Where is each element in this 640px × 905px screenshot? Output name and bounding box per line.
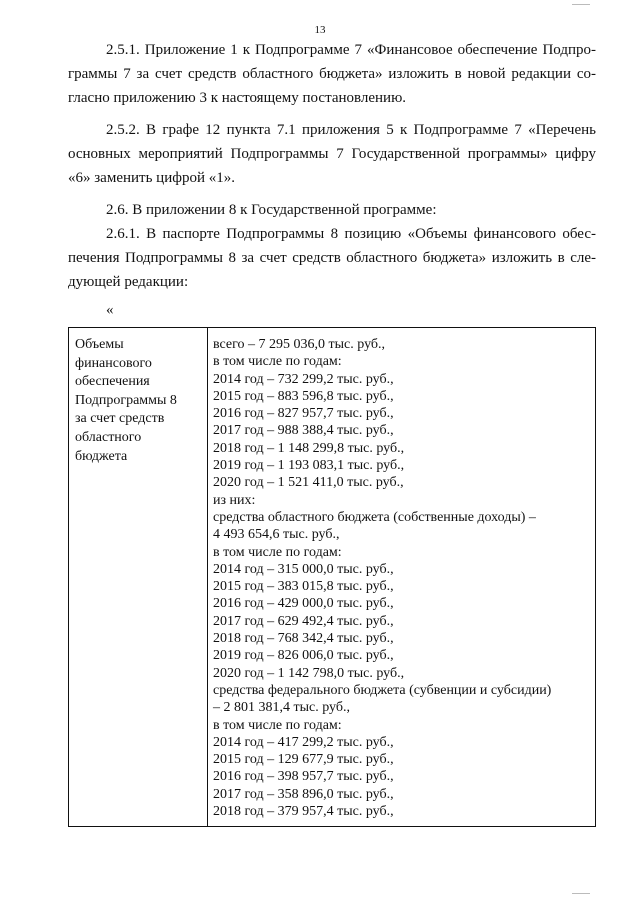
table-text-line: 2019 год – 1 193 083,1 тыс. руб.,	[213, 458, 405, 474]
table-text-line: средства федерального бюджета (субвенции и субсидии)	[213, 682, 552, 698]
table-text-line: финансового	[75, 355, 152, 371]
table-text-line: средства областного бюджета (собственные доходы) –	[213, 509, 536, 525]
table-text-line: в том числе по годам:	[213, 717, 342, 733]
page-number: 13	[314, 24, 326, 36]
table-text-line: 2016 год – 827 957,7 тыс. руб.,	[213, 406, 394, 422]
table-value-cell	[213, 336, 593, 820]
paragraph-2-6	[68, 198, 596, 222]
paragraph-line: 2.6.1. В паспорте Подпрограммы 8 позицию «Объемы финансового обес-	[106, 226, 596, 242]
table-text-line: областного	[75, 429, 142, 445]
paragraph-line: 2.6. В приложении 8 к Государственной программе:	[106, 202, 437, 218]
table-text-line: 2015 год – 129 677,9 тыс. руб.,	[213, 752, 394, 768]
paragraph-line: «6» заменить цифрой «1».	[68, 170, 235, 186]
paragraph-line: 2.5.1. Приложение 1 к Подпрограмме 7 «Финансовое обеспечение Подпро-	[106, 42, 596, 58]
table-text-line: из них:	[213, 492, 256, 508]
table-text-line: бюджета	[75, 448, 128, 464]
table-text-line: 2019 год – 826 006,0 тыс. руб.,	[213, 648, 394, 664]
table-text-line: обеспечения	[75, 374, 150, 390]
table-text-line: 2016 год – 398 957,7 тыс. руб.,	[213, 769, 394, 785]
table-text-line: 2014 год – 315 000,0 тыс. руб.,	[213, 561, 394, 577]
table-text-line: 2018 год – 379 957,4 тыс. руб.,	[213, 804, 394, 820]
table-column-divider	[207, 328, 208, 826]
paragraph-line: основных мероприятий Подпрограммы 7 Государственной программы» цифру	[68, 146, 596, 162]
paragraph-line: граммы 7 за счет средств областного бюджета» изложить в новой редакции со-	[68, 66, 596, 82]
table-text-line: всего – 7 295 036,0 тыс. руб.,	[213, 337, 386, 352]
paragraph-line: гласно приложению 3 к настоящему постановлению.	[68, 90, 407, 106]
table-text-line: Объемы	[75, 337, 124, 352]
table-text-line: 2020 год – 1 521 411,0 тыс. руб.,	[213, 475, 404, 491]
table-text-line: за счет средств	[75, 411, 165, 427]
scan-mark-bottom	[572, 893, 590, 894]
table-text-line: 2017 год – 629 492,4 тыс. руб.,	[213, 613, 394, 629]
table-text-line: – 2 801 381,4 тыс. руб.,	[213, 700, 350, 716]
table-text-line: Подпрограммы 8	[75, 392, 177, 408]
scan-mark-top	[572, 4, 590, 5]
table-text-line: 2014 год – 732 299,2 тыс. руб.,	[213, 371, 394, 387]
paragraph-line: дующей редакции:	[68, 274, 189, 290]
table-text-line: 2015 год – 383 015,8 тыс. руб.,	[213, 579, 394, 595]
table-text-line: 2016 год – 429 000,0 тыс. руб.,	[213, 596, 394, 612]
table-text-line: 2018 год – 768 342,4 тыс. руб.,	[213, 631, 394, 647]
table-text-line: 4 493 654,6 тыс. руб.,	[213, 527, 340, 543]
table-text-line: в том числе по годам:	[213, 544, 342, 560]
budget-table	[68, 327, 596, 827]
paragraph-line: печения Подпрограммы 8 за счет средств областного бюджета» изложить в сле-	[68, 250, 596, 266]
paragraph-2-6-1	[68, 222, 596, 294]
paragraph-2-5-2	[68, 118, 596, 190]
table-text-line: 2020 год – 1 142 798,0 тыс. руб.,	[213, 665, 405, 681]
table-text-line: в том числе по годам:	[213, 354, 342, 370]
table-text-line: 2014 год – 417 299,2 тыс. руб.,	[213, 734, 394, 750]
opening-quote: «	[106, 302, 114, 318]
table-text-line: 2015 год – 883 596,8 тыс. руб.,	[213, 388, 394, 404]
table-text-line: 2018 год – 1 148 299,8 тыс. руб.,	[213, 440, 405, 456]
paragraph-line: 2.5.2. В графе 12 пункта 7.1 приложения 5 к Подпрограмме 7 «Перечень	[106, 122, 596, 138]
table-label-cell	[75, 336, 203, 466]
table-text-line: 2017 год – 988 388,4 тыс. руб.,	[213, 423, 394, 439]
paragraph-2-5-1	[68, 38, 596, 110]
table-text-line: 2017 год – 358 896,0 тыс. руб.,	[213, 786, 394, 802]
